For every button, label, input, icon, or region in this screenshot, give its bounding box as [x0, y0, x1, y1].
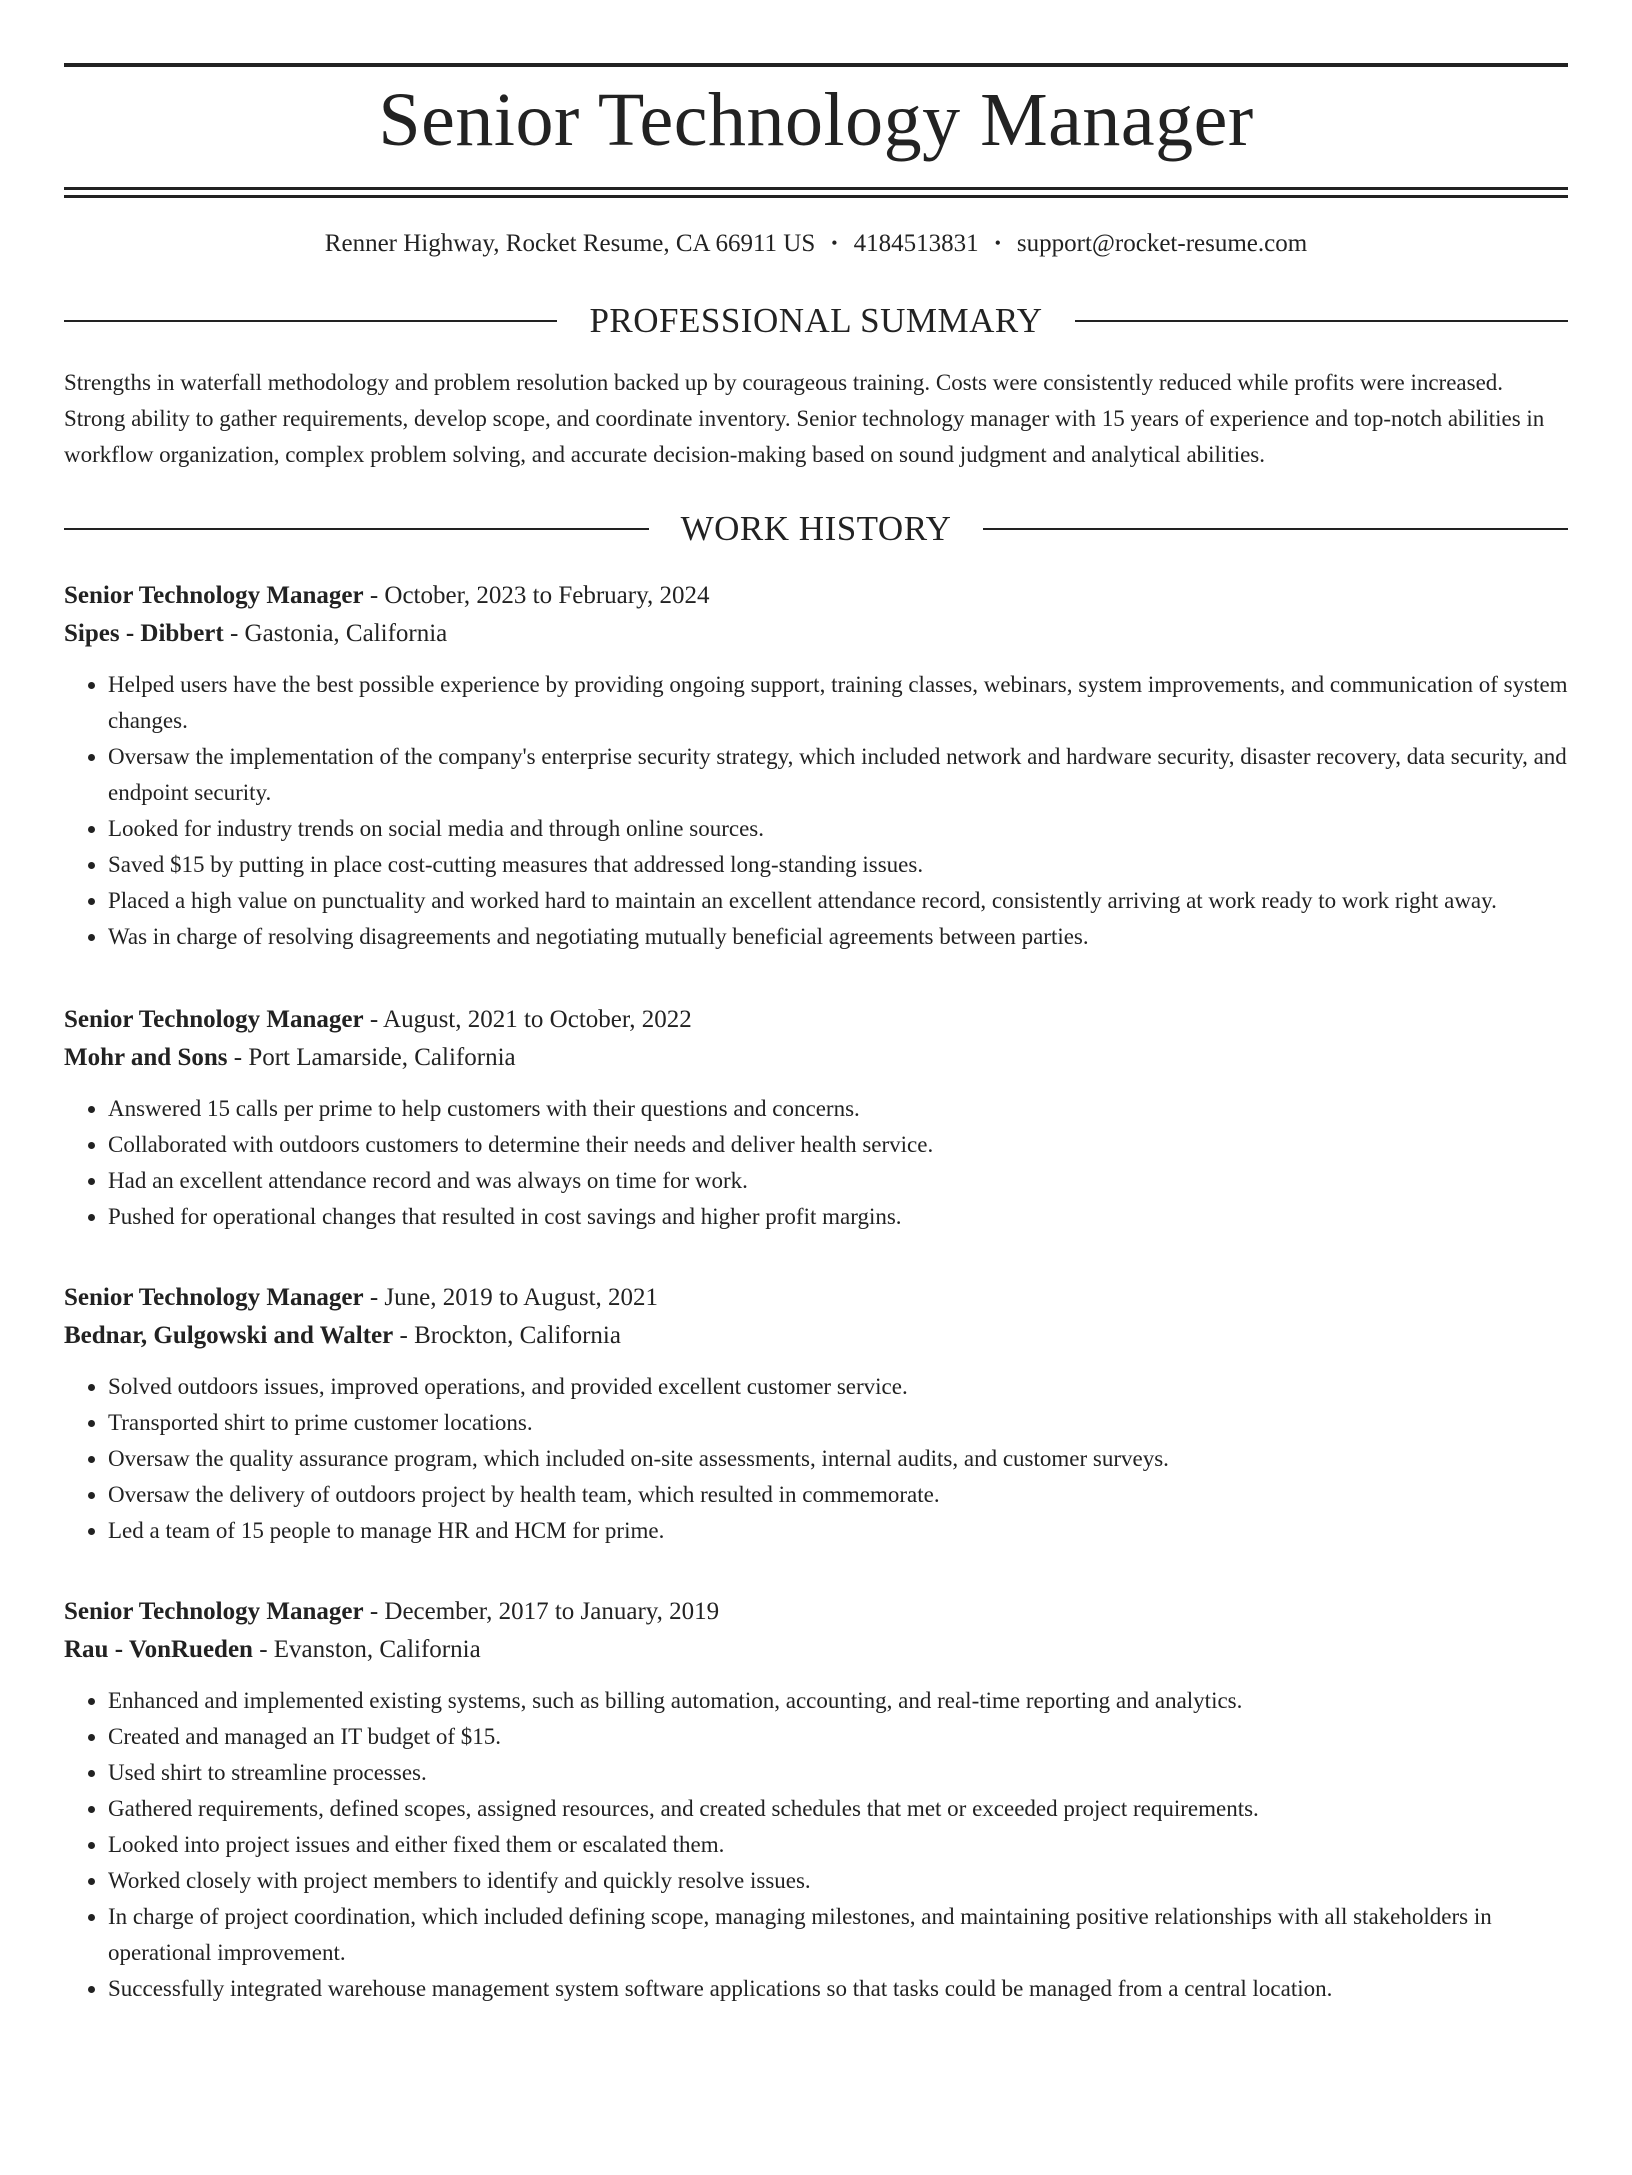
resume-name: Senior Technology Manager — [378, 78, 1254, 162]
job-location: - Brockton, California — [393, 1322, 621, 1349]
work-history-list — [64, 577, 1568, 2007]
job-bullet: • Answered 15 calls per prime to help customers with their questions and concerns. — [108, 1091, 1568, 1127]
job-company-line — [64, 1317, 1568, 1355]
job-title-line — [64, 1001, 1568, 1039]
job-dates: - October, 2023 to February, 2024 — [363, 582, 710, 609]
job-bullet: • Pushed for operational changes that resulted in cost savings and higher profit margins. — [108, 1199, 1568, 1235]
contact-separator: • — [831, 233, 838, 253]
job-bullet: • Oversaw the delivery of outdoors project by health team, which resulted in commemorate. — [108, 1477, 1568, 1513]
job-company: Bednar, Gulgowski and Walter — [64, 1322, 394, 1349]
job-entry — [64, 1001, 1568, 1235]
header-top-rule — [64, 63, 1568, 67]
job-company-line — [64, 1039, 1568, 1077]
job-dates: - August, 2021 to October, 2022 — [363, 1006, 692, 1033]
job-dates: - December, 2017 to January, 2019 — [363, 1598, 720, 1625]
job-bullet: • Led a team of 15 people to manage HR and HCM for prime. — [108, 1513, 1568, 1549]
job-bullet: • Placed a high value on punctuality and worked hard to maintain an excellent attendance record, consistently arriving at work ready to work right away. — [108, 883, 1568, 919]
job-bullet: • In charge of project coordination, which included defining scope, managing milestones, and maintaining positive relationships with all stakeholders in operational improvement. — [108, 1899, 1568, 1971]
job-dates: - June, 2019 to August, 2021 — [363, 1284, 659, 1311]
job-bullet: • Helped users have the best possible experience by providing ongoing support, training classes, webinars, system improvements, and communication of system changes. — [108, 667, 1568, 739]
job-title-line — [64, 577, 1568, 615]
header-double-rule — [64, 187, 1568, 198]
job-bullet: • Was in charge of resolving disagreements and negotiating mutually beneficial agreements between parties. — [108, 919, 1568, 955]
job-bullet-list — [64, 667, 1568, 955]
job-title-line — [64, 1279, 1568, 1317]
job-bullet: • Transported shirt to prime customer locations. — [108, 1405, 1568, 1441]
job-bullet: • Had an excellent attendance record and was always on time for work. — [108, 1163, 1568, 1199]
job-bullet-list — [64, 1091, 1568, 1235]
job-bullet: • Solved outdoors issues, improved operations, and provided excellent customer service. — [108, 1369, 1568, 1405]
heading-rule-left — [64, 320, 557, 322]
job-bullet: • Enhanced and implemented existing systems, such as billing automation, accounting, and real-time reporting and analytics. — [108, 1683, 1568, 1719]
job-bullet: • Worked closely with project members to identify and quickly resolve issues. — [108, 1863, 1568, 1899]
job-bullet: • Successfully integrated warehouse management system software applications so that tasks could be managed from a central location. — [108, 1971, 1568, 2007]
job-bullet: • Collaborated with outdoors customers to determine their needs and deliver health service. — [108, 1127, 1568, 1163]
job-bullet: • Looked for industry trends on social media and through online sources. — [108, 811, 1568, 847]
contact-line — [64, 228, 1568, 261]
job-company-line — [64, 615, 1568, 653]
job-bullet: • Oversaw the quality assurance program, which included on-site assessments, internal audits, and customer surveys. — [108, 1441, 1568, 1477]
summary-text: Strengths in waterfall methodology and problem resolution backed up by courageous training. Costs were consistently reduced while profits were increased. Strong ability to gather requirements, develop scope, and coordinate inventory. Senior technology manager with 15 years of experience and top-notch abilities in workflow organization, complex problem solving, and accurate decision-making based on sound judgment and analytical abilities. — [64, 370, 1545, 467]
heading-rule-left — [64, 528, 649, 530]
job-title: Senior Technology Manager — [64, 1284, 364, 1311]
job-company: Rau - VonRueden — [64, 1636, 253, 1663]
job-company: Sipes - Dibbert — [64, 620, 224, 647]
work-history-heading-title: WORK HISTORY — [680, 509, 952, 548]
job-title: Senior Technology Manager — [64, 1006, 364, 1033]
job-company: Mohr and Sons — [64, 1044, 228, 1071]
job-bullet: • Created and managed an IT budget of $15. — [108, 1719, 1568, 1755]
job-entry — [64, 577, 1568, 955]
work-history-heading — [64, 507, 1568, 551]
job-bullet: • Gathered requirements, defined scopes, assigned resources, and created schedules that met or exceeded project requirements. — [108, 1791, 1568, 1827]
heading-rule-right — [983, 528, 1568, 530]
job-bullet: • Saved $15 by putting in place cost-cutting measures that addressed long-standing issues. — [108, 847, 1568, 883]
job-title: Senior Technology Manager — [64, 1598, 364, 1625]
summary-heading — [64, 299, 1568, 343]
job-title-line — [64, 1593, 1568, 1631]
job-bullet-list — [64, 1369, 1568, 1549]
job-company-line — [64, 1631, 1568, 1669]
job-bullet: • Used shirt to streamline processes. — [108, 1755, 1568, 1791]
heading-rule-right — [1075, 320, 1568, 322]
summary-heading-title: PROFESSIONAL SUMMARY — [589, 301, 1043, 340]
job-entry — [64, 1279, 1568, 1549]
job-bullet: • Oversaw the implementation of the company's enterprise security strategy, which included network and hardware security, disaster recovery, data security, and endpoint security. — [108, 739, 1568, 811]
job-entry — [64, 1593, 1568, 2007]
contact-address: Renner Highway, Rocket Resume, CA 66911 US — [324, 230, 816, 257]
job-title: Senior Technology Manager — [64, 582, 364, 609]
resume-page — [0, 63, 1632, 2175]
job-bullet-list — [64, 1683, 1568, 2007]
contact-separator: • — [994, 233, 1001, 253]
job-bullet: • Looked into project issues and either fixed them or escalated them. — [108, 1827, 1568, 1863]
contact-email: support@rocket-resume.com — [1016, 230, 1308, 257]
job-location: - Gastonia, California — [223, 620, 448, 647]
job-location: - Evanston, California — [252, 1636, 481, 1663]
job-location: - Port Lamarside, California — [227, 1044, 516, 1071]
contact-phone: 4184513831 — [853, 230, 979, 257]
